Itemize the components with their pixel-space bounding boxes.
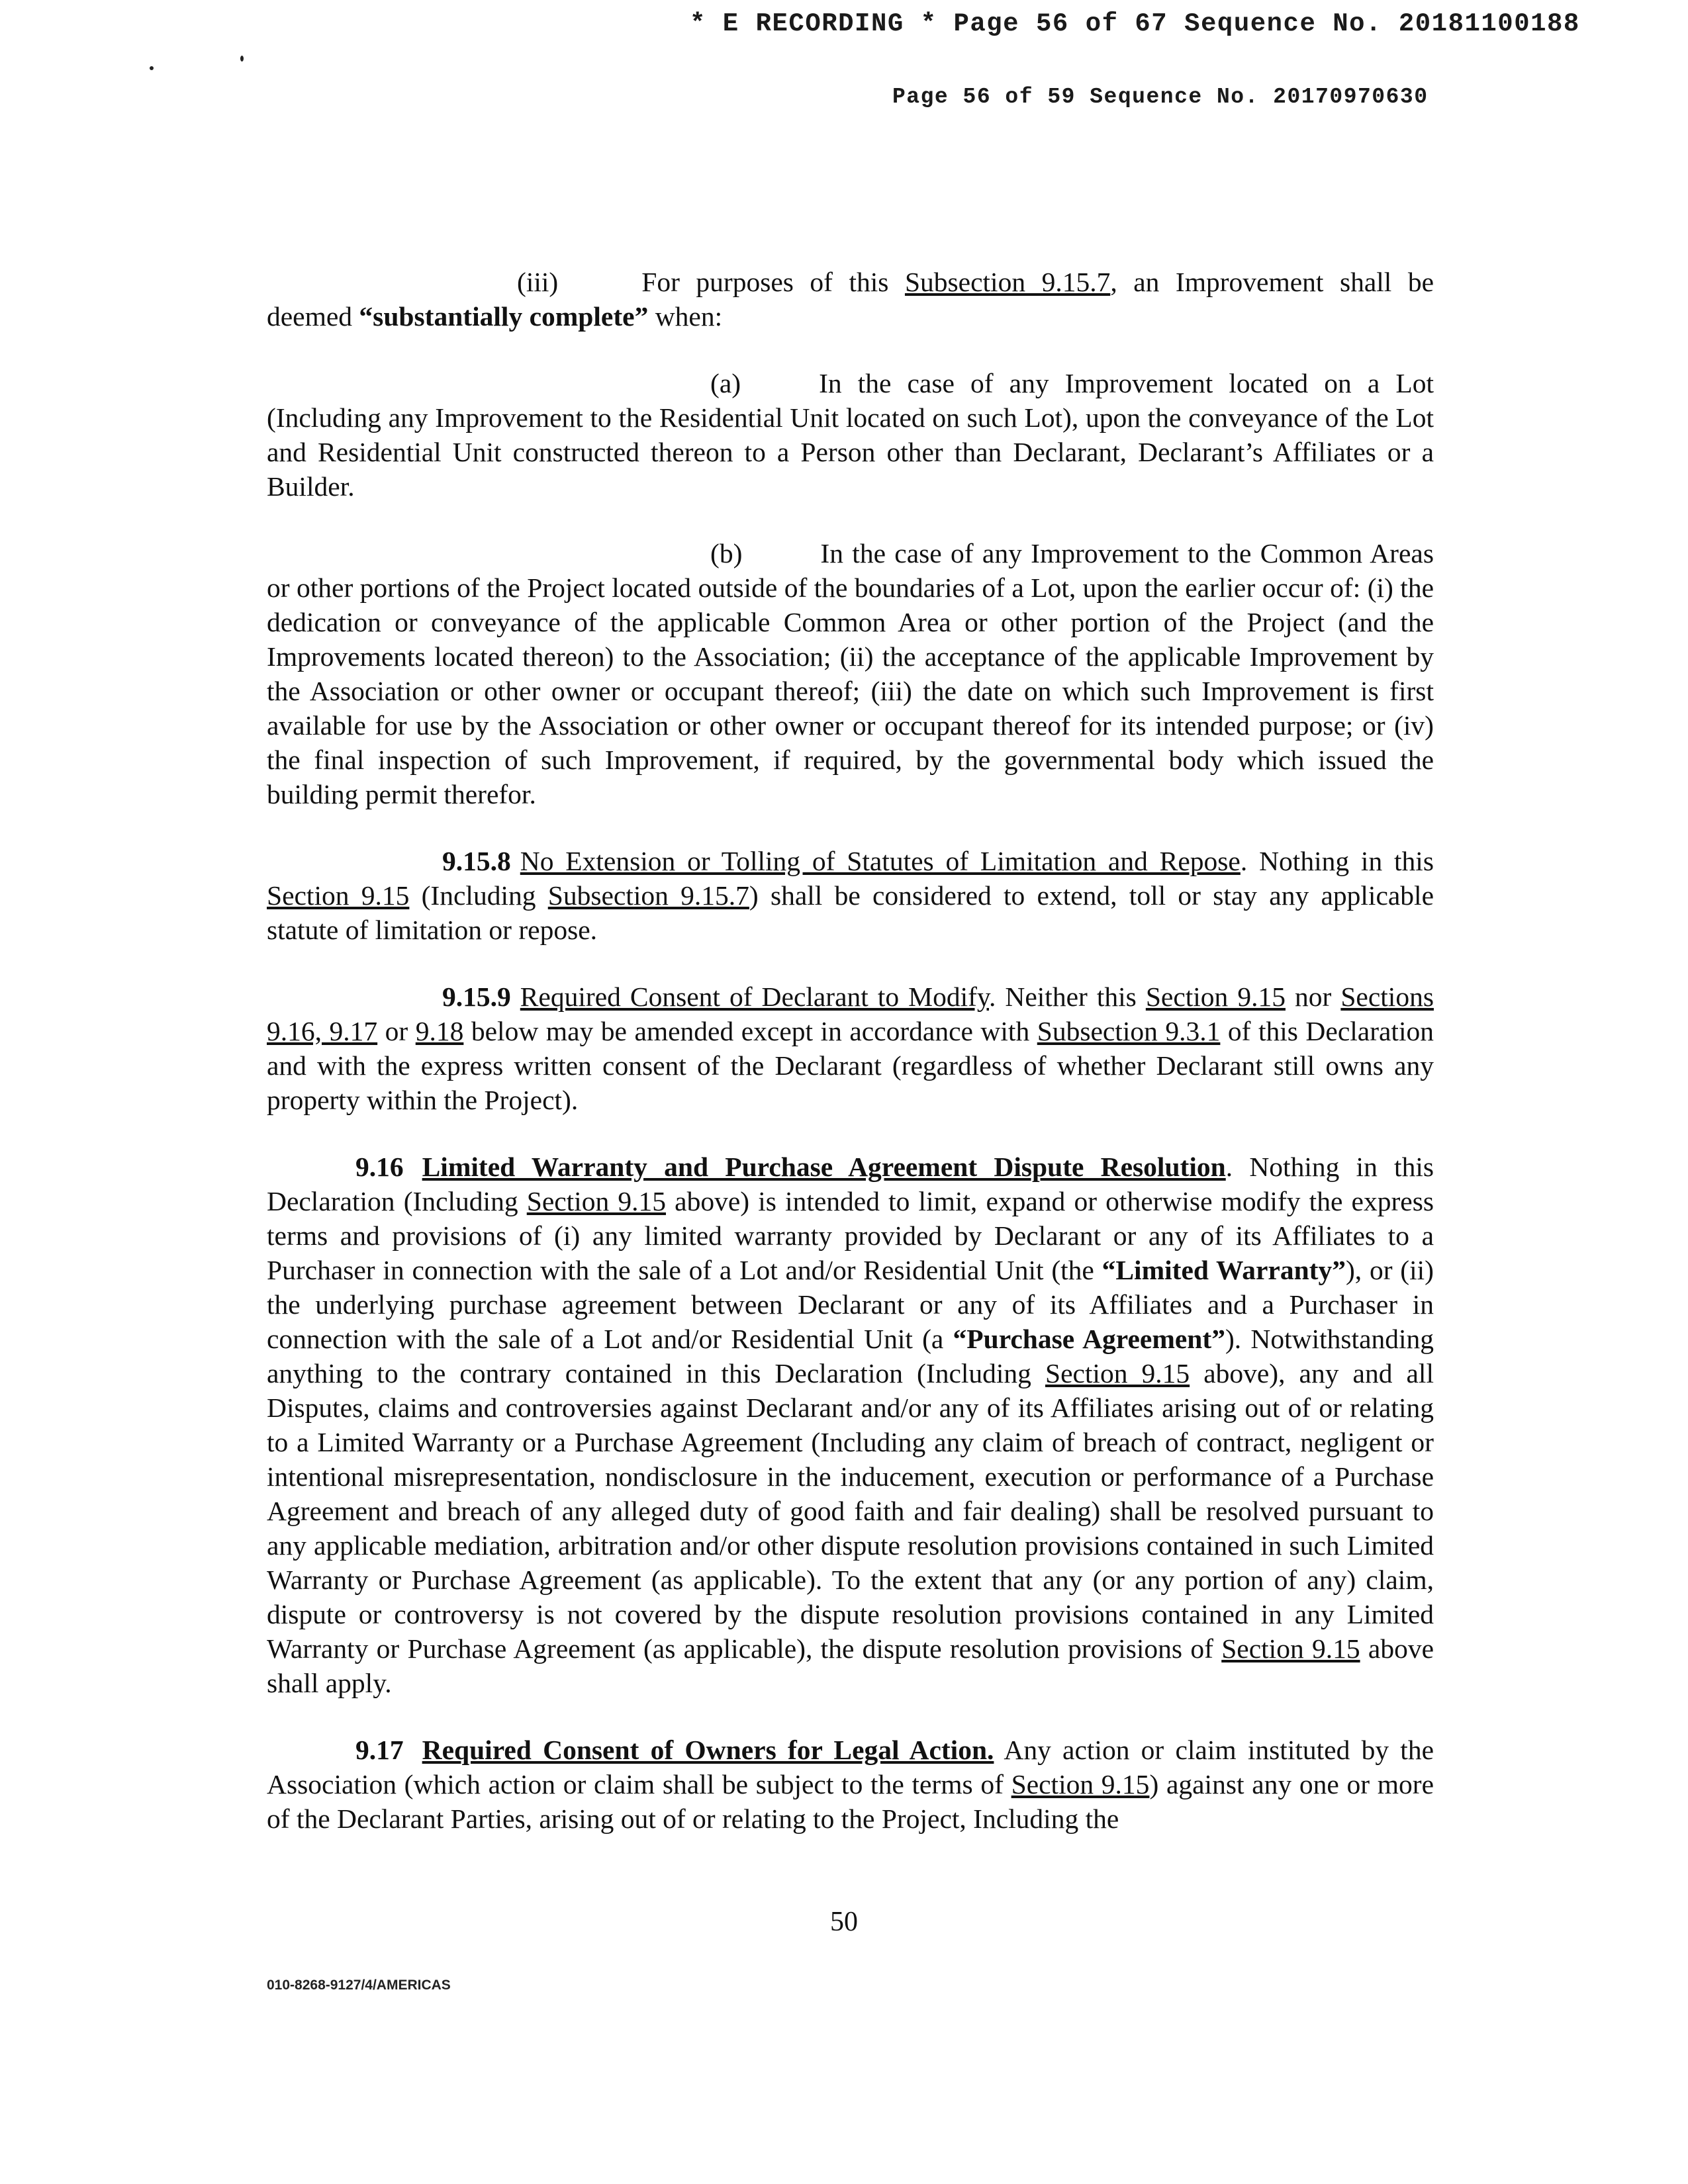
clause-marker: (a): [710, 368, 741, 398]
cross-reference: Section 9.15: [526, 1186, 666, 1216]
section-heading: Limited Warranty and Purchase Agreement Dispute Resolution: [422, 1152, 1226, 1182]
section-number: 9.15.8: [442, 846, 511, 876]
cross-reference: Section 9.15: [267, 880, 410, 911]
paragraph-a: (a) In the case of any Improvement located on a Lot (Including any Improvement to the Residential Unit located on such Lot), upon the conveyance of the Lot and Residential Unit constructed thereon to a Person other than Declarant, Declarant’s Affiliates or a Builder.: [267, 368, 1434, 502]
clause-marker: (b): [710, 538, 743, 569]
cross-reference: Sections 9.16, 9.17: [267, 981, 1434, 1046]
cross-reference: Section 9.15: [1011, 1769, 1150, 1799]
document-body: [267, 265, 1434, 1868]
section-number: 9.16: [355, 1152, 404, 1182]
scan-speck: [240, 56, 244, 62]
defined-term: “substantially complete”: [359, 301, 649, 332]
section-9-17: 9.17 Required Consent of Owners for Legal Action. Any action or claim instituted by the Association (which action or claim shall be subject to the terms of Section 9.15) against any one or more of the Declarant Parties, arising out of or relating to the Project, Including the: [267, 1735, 1434, 1834]
section-9-16: 9.16 Limited Warranty and Purchase Agreement Dispute Resolution. Nothing in this Declaration (Including Section 9.15 above) is intended to limit, expand or otherwise modify the express terms and provisions of (i) any limited warranty provided by Declarant or any of its Affiliates to a Purchaser in connection with the sale of a Lot and/or Residential Unit (the “Limited Warranty”), or (ii) the underlying purchase agreement between Declarant or any of its Affiliates and a Purchaser in connection with the sale of a Lot and/or Residential Unit (a “Purchase Agreement”). Notwithstanding anything to the contrary contained in this Declaration (Including Section 9.15 above), any and all Disputes, claims and controversies against Declarant and/or any of its Affiliates arising out of or relating to a Limited Warranty or a Purchase Agreement (Including any claim of breach of contract, negligent or intentional misrepresentation, nondisclosure in the inducement, execution or performance of a Purchase Agreement and breach of any alleged duty of good faith and fair dealing) shall be resolved pursuant to any applicable mediation, arbitration and/or other dispute resolution provisions contained in such Limited Warranty or Purchase Agreement (as applicable). To the extent that any (or any portion of any) claim, dispute or controversy is not covered by the dispute resolution provisions contained in any Limited Warranty or Purchase Agreement (as applicable), the dispute resolution provisions of Section 9.15 above shall apply.: [267, 1152, 1434, 1698]
page-number: 50: [830, 1907, 858, 1937]
paragraph-b: (b) In the case of any Improvement to the Common Areas or other portions of the Project located outside of the boundaries of a Lot, upon the earlier occur of: (i) the dedication or conveyance of the applicable Common Area or other portion of the Project (and the Improvements located thereon) to the Association; (ii) the acceptance of the applicable Improvement by the Association or other owner or occupant thereof; (iii) the date on which such Improvement is first available for use by the Association or other owner or occupant thereof for its intended purpose; or (iv) the final inspection of such Improvement, if required, by the governmental body which issued the building permit therefor.: [267, 538, 1434, 809]
cross-reference: Subsection 9.15.7: [904, 267, 1111, 297]
section-number: 9.15.9: [442, 981, 511, 1012]
cross-reference: Section 9.15: [1045, 1358, 1190, 1388]
section-heading: No Extension or Tolling of Statutes of Limitation and Repose: [520, 846, 1241, 876]
section-number: 9.17: [355, 1735, 404, 1765]
paragraph-iii: (iii) For purposes of this Subsection 9.15.7, an Improvement shall be deemed “substantially complete” when:: [267, 267, 1434, 332]
defined-term: “Purchase Agreement”: [953, 1324, 1225, 1354]
document-id: 010-8268-9127/4/AMERICAS: [267, 1978, 451, 1993]
cross-reference: Subsection 9.3.1: [1037, 1016, 1221, 1046]
clause-marker: (iii): [517, 267, 559, 297]
cross-reference: 9.18: [415, 1016, 464, 1046]
section-9-15-8: 9.15.8 No Extension or Tolling of Statutes of Limitation and Repose. Nothing in this Section 9.15 (Including Subsection 9.15.7) shall be considered to extend, toll or stay any applicable statute of limitation or repose.: [267, 846, 1434, 945]
section-heading: Required Consent of Declarant to Modify: [520, 981, 989, 1012]
section-9-15-9: 9.15.9 Required Consent of Declarant to Modify. Neither this Section 9.15 nor Sections 9.16, 9.17 or 9.18 below may be amended except in accordance with Subsection 9.3.1 of this Declaration and with the express written consent of the Declarant (regardless of whether Declarant still owns any property within the Project).: [267, 981, 1434, 1115]
cross-reference: Section 9.15: [1221, 1633, 1360, 1664]
cross-reference: Subsection 9.15.7: [547, 880, 749, 911]
scan-speck: [150, 66, 154, 70]
defined-term: “Limited Warranty”: [1102, 1255, 1346, 1285]
sequence-header: Page 56 of 59 Sequence No. 20170970630: [892, 85, 1429, 109]
section-heading: Required Consent of Owners for Legal Action.: [422, 1735, 994, 1765]
recording-header: * E RECORDING * Page 56 of 67 Sequence No. 20181100188: [690, 9, 1580, 38]
cross-reference: Section 9.15: [1145, 981, 1286, 1012]
